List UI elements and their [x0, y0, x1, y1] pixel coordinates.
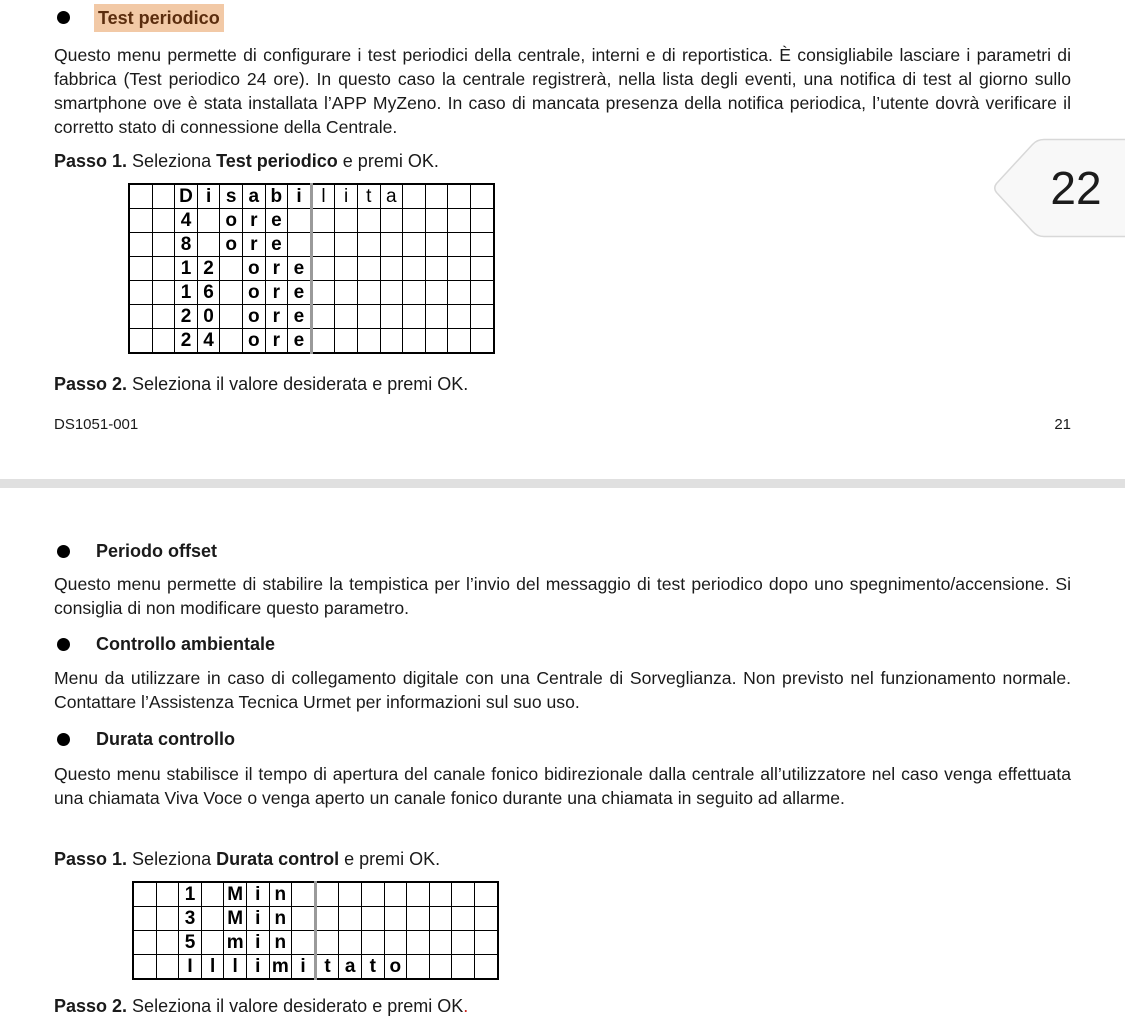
- step-1-line: [54, 150, 1071, 172]
- lcd-row: [133, 907, 498, 931]
- lcd-cell: [152, 305, 175, 329]
- lcd-cell: t: [315, 955, 339, 980]
- lcd-cell: [311, 281, 335, 305]
- lcd-cell: [152, 233, 175, 257]
- lcd-display-durata-controllo-options: [132, 881, 499, 980]
- step-text: e premi OK.: [337, 151, 439, 171]
- lcd-cell: r: [242, 209, 265, 233]
- lcd-cell: [429, 882, 452, 907]
- step-label: Passo 1.: [54, 151, 128, 171]
- lcd-cell: r: [265, 281, 288, 305]
- lcd-cell: r: [265, 257, 288, 281]
- page-separator: [0, 479, 1125, 488]
- lcd-row: [129, 209, 494, 233]
- section-periodo-offset-heading: [0, 540, 1071, 564]
- lcd-cell: i: [246, 882, 269, 907]
- lcd-cell: [425, 233, 448, 257]
- lcd-cell: [380, 209, 403, 233]
- lcd-cell: [452, 882, 475, 907]
- lcd-cell: [361, 931, 384, 955]
- lcd-cell: D: [175, 184, 198, 209]
- page-tab-22[interactable]: [992, 138, 1125, 238]
- lcd-cell: [129, 209, 152, 233]
- lcd-cell: [403, 305, 426, 329]
- red-period: .: [463, 996, 469, 1016]
- lcd-cell: [311, 233, 335, 257]
- lcd-cell: [311, 329, 335, 354]
- lcd-cell: [220, 305, 243, 329]
- lcd-cell: [384, 882, 407, 907]
- lcd-cell: i: [288, 184, 312, 209]
- lcd-cell: [197, 209, 220, 233]
- lcd-cell: s: [220, 184, 243, 209]
- lcd-cell: i: [335, 184, 358, 209]
- lcd-cell: [156, 882, 179, 907]
- step-2-line: [54, 995, 1071, 1017]
- lcd-cell: [156, 955, 179, 980]
- page-number: 21: [1054, 416, 1071, 433]
- lcd-cell: M: [224, 907, 247, 931]
- lcd-cell: [470, 305, 493, 329]
- lcd-cell: [357, 257, 380, 281]
- lcd-cell: [335, 305, 358, 329]
- lcd-cell: [403, 184, 426, 209]
- section-controllo-ambientale-heading: [0, 633, 1071, 657]
- menu-name: Durata control: [216, 849, 340, 869]
- step-text: Seleziona: [127, 151, 217, 171]
- lcd-cell: [361, 882, 384, 907]
- lcd-cell: [429, 955, 452, 980]
- periodo-offset-paragraph: Questo menu permette di stabilire la tempistica per l’invio del messaggio di test periodico dopo uno spegnimento/accensione. Si consiglia di non modificare questo parametro.: [54, 574, 1071, 618]
- lcd-cell: M: [224, 882, 247, 907]
- lcd-cell: 6: [197, 281, 220, 305]
- page-footer: [54, 415, 1071, 434]
- lcd-cell: [407, 931, 430, 955]
- controllo-ambientale-paragraph: Menu da utilizzare in caso di collegamento digitale con una Centrale di Sorveglianza. Non previsto nel funzionamento normale. Contattare l’Assistenza Tecnica Urmet per informazioni sul suo uso.: [54, 668, 1071, 712]
- lcd-cell: 1: [175, 257, 198, 281]
- lcd-cell: [384, 931, 407, 955]
- lcd-cell: 3: [179, 907, 202, 931]
- lcd-row: [129, 233, 494, 257]
- lcd-cell: [425, 184, 448, 209]
- lcd-cell: r: [265, 305, 288, 329]
- lcd-cell: n: [269, 931, 292, 955]
- lcd-cell: [311, 209, 335, 233]
- lcd-cell: [220, 281, 243, 305]
- lcd-cell: o: [384, 955, 407, 980]
- lcd-cell: [129, 257, 152, 281]
- lcd-cell: 5: [179, 931, 202, 955]
- lcd-cell: [220, 257, 243, 281]
- lcd-row: [133, 882, 498, 907]
- section-title: Periodo offset: [96, 541, 218, 561]
- lcd-cell: [470, 329, 493, 354]
- section-test-periodico-heading: [0, 6, 1071, 30]
- section-durata-controllo-heading: [0, 728, 1071, 752]
- lcd-cell: 2: [197, 257, 220, 281]
- lcd-cell: i: [246, 907, 269, 931]
- durata-controllo-paragraph: Questo menu stabilisce il tempo di apertura del canale fonico bidirezionale dalla centrale all’utilizzatore nel caso venga effettuata una chiamata Viva Voce o venga aperto un canale fonico durante una chiamata in seguito ad allarme.: [54, 764, 1071, 808]
- lcd-cell: [335, 281, 358, 305]
- lcd-cell: [197, 233, 220, 257]
- lcd-cell: o: [220, 209, 243, 233]
- page-tab-number: 22: [1050, 162, 1102, 214]
- lcd-cell: a: [339, 955, 362, 980]
- lcd-cell: [315, 882, 339, 907]
- lcd-cell: [425, 209, 448, 233]
- document-code: DS1051-001: [54, 416, 139, 433]
- lcd-cell: [425, 329, 448, 354]
- lcd-cell: 2: [175, 305, 198, 329]
- lcd-cell: [129, 184, 152, 209]
- lcd-cell: [380, 305, 403, 329]
- lcd-display-test-periodico-options: [128, 183, 495, 354]
- bullet-icon: [57, 11, 70, 24]
- lcd-cell: [339, 907, 362, 931]
- lcd-cell: 2: [175, 329, 198, 354]
- lcd-cell: e: [265, 233, 288, 257]
- lcd-cell: [292, 931, 316, 955]
- lcd-cell: [361, 907, 384, 931]
- lcd-cell: [133, 955, 156, 980]
- lcd-cell: [292, 882, 316, 907]
- lcd-cell: [425, 257, 448, 281]
- lcd-cell: [129, 329, 152, 354]
- lcd-cell: m: [224, 931, 247, 955]
- lcd-cell: [201, 882, 224, 907]
- lcd-cell: [288, 233, 312, 257]
- lcd-cell: [403, 209, 426, 233]
- lcd-cell: o: [242, 329, 265, 354]
- intro-paragraph: Questo menu permette di configurare i test periodici della centrale, interni e di reportistica. È consigliabile lasciare i parametri di fabbrica (Test periodico 24 ore). In questo caso la centrale registrerà, nella lista degli eventi, una notifica di test al giorno sullo smartphone ove è stata installata l’APP MyZeno. In caso di mancata presenza della notifica periodica, l’utente dovrà verificare il corretto stato di connessione della Centrale.: [54, 45, 1071, 137]
- lcd-cell: a: [380, 184, 403, 209]
- lcd-cell: [201, 931, 224, 955]
- lcd-cell: [425, 281, 448, 305]
- lcd-cell: l: [201, 955, 224, 980]
- lcd-row: [133, 931, 498, 955]
- lcd-cell: [448, 233, 471, 257]
- lcd-cell: [380, 233, 403, 257]
- lcd-cell: [470, 184, 493, 209]
- lcd-cell: [357, 233, 380, 257]
- bullet-icon: [57, 638, 70, 651]
- lcd-cell: [474, 907, 497, 931]
- lcd-cell: e: [288, 281, 312, 305]
- lcd-cell: t: [361, 955, 384, 980]
- lcd-cell: [448, 281, 471, 305]
- lcd-cell: o: [220, 233, 243, 257]
- lcd-cell: [470, 257, 493, 281]
- lcd-cell: [474, 882, 497, 907]
- lcd-cell: [315, 931, 339, 955]
- lcd-cell: [335, 257, 358, 281]
- lcd-cell: [407, 955, 430, 980]
- lcd-cell: m: [269, 955, 292, 980]
- lcd-cell: [380, 329, 403, 354]
- lcd-cell: t: [357, 184, 380, 209]
- lcd-cell: [403, 281, 426, 305]
- lcd-cell: [156, 931, 179, 955]
- lcd-cell: [129, 281, 152, 305]
- lcd-cell: [380, 257, 403, 281]
- lcd-cell: [357, 281, 380, 305]
- lcd-cell: i: [246, 931, 269, 955]
- lcd-cell: [474, 931, 497, 955]
- lcd-cell: e: [288, 257, 312, 281]
- lcd-cell: 1: [175, 281, 198, 305]
- lcd-cell: [380, 281, 403, 305]
- lcd-cell: [357, 329, 380, 354]
- lcd-cell: [357, 305, 380, 329]
- step-text: e premi OK.: [339, 849, 441, 869]
- lcd-cell: [474, 955, 497, 980]
- lcd-cell: [403, 329, 426, 354]
- lcd-cell: [133, 907, 156, 931]
- lcd-cell: [452, 955, 475, 980]
- lcd-cell: [339, 882, 362, 907]
- step-text: Seleziona il valore desiderato e premi OK: [127, 996, 464, 1016]
- lcd-cell: r: [265, 329, 288, 354]
- lcd-cell: 4: [197, 329, 220, 354]
- lcd-cell: [152, 281, 175, 305]
- bullet-icon: [57, 545, 70, 558]
- lcd-cell: o: [242, 305, 265, 329]
- menu-name: Test periodico: [216, 151, 338, 171]
- step-label: Passo 2.: [54, 996, 128, 1016]
- lcd-cell: [315, 907, 339, 931]
- lcd-cell: [152, 209, 175, 233]
- lcd-cell: [129, 305, 152, 329]
- lcd-cell: [425, 305, 448, 329]
- lcd-cell: n: [269, 907, 292, 931]
- lcd-cell: [335, 233, 358, 257]
- lcd-cell: 8: [175, 233, 198, 257]
- lcd-cell: r: [242, 233, 265, 257]
- lcd-cell: [448, 305, 471, 329]
- lcd-cell: 4: [175, 209, 198, 233]
- lcd-cell: [133, 931, 156, 955]
- lcd-cell: [429, 907, 452, 931]
- lcd-row: [129, 281, 494, 305]
- lcd-row: [133, 955, 498, 980]
- lcd-cell: [452, 931, 475, 955]
- lcd-cell: [403, 257, 426, 281]
- lcd-cell: a: [242, 184, 265, 209]
- lcd-cell: [339, 931, 362, 955]
- lcd-cell: [156, 907, 179, 931]
- lcd-cell: [220, 329, 243, 354]
- lcd-cell: e: [288, 305, 312, 329]
- bullet-icon: [57, 733, 70, 746]
- lcd-cell: [448, 184, 471, 209]
- lcd-cell: [288, 209, 312, 233]
- lcd-cell: [452, 907, 475, 931]
- lcd-cell: i: [292, 955, 316, 980]
- lcd-cell: i: [246, 955, 269, 980]
- lcd-cell: e: [288, 329, 312, 354]
- lcd-cell: [152, 257, 175, 281]
- lcd-cell: [407, 907, 430, 931]
- lcd-cell: e: [265, 209, 288, 233]
- lcd-row: [129, 329, 494, 354]
- lcd-cell: o: [242, 281, 265, 305]
- lcd-cell: n: [269, 882, 292, 907]
- step-2-line: [54, 373, 1071, 395]
- lcd-cell: [152, 184, 175, 209]
- lcd-row: [129, 184, 494, 209]
- section-title: Durata controllo: [96, 729, 236, 749]
- lcd-cell: [448, 257, 471, 281]
- lcd-cell: [292, 907, 316, 931]
- lcd-cell: [384, 907, 407, 931]
- lcd-cell: [311, 257, 335, 281]
- lcd-cell: [357, 209, 380, 233]
- step-label: Passo 1.: [54, 849, 128, 869]
- lcd-cell: 0: [197, 305, 220, 329]
- step-text: Seleziona: [127, 849, 217, 869]
- lcd-cell: [448, 329, 471, 354]
- lcd-cell: [152, 329, 175, 354]
- section-title-highlighted: Test periodico: [94, 4, 224, 32]
- lcd-cell: I: [179, 955, 202, 980]
- lcd-cell: [407, 882, 430, 907]
- lcd-cell: [470, 209, 493, 233]
- lcd-cell: [201, 907, 224, 931]
- lcd-cell: [470, 281, 493, 305]
- lcd-cell: [429, 931, 452, 955]
- step-1-line: [54, 848, 1071, 870]
- lcd-cell: [403, 233, 426, 257]
- lcd-cell: [133, 882, 156, 907]
- lcd-cell: [470, 233, 493, 257]
- lcd-cell: [448, 209, 471, 233]
- lcd-cell: [335, 329, 358, 354]
- lcd-cell: 1: [179, 882, 202, 907]
- step-text: Seleziona il valore desiderata e premi OK.: [127, 374, 469, 394]
- lcd-cell: [335, 209, 358, 233]
- lcd-cell: i: [197, 184, 220, 209]
- lcd-cell: b: [265, 184, 288, 209]
- section-title: Controllo ambientale: [96, 634, 276, 654]
- lcd-cell: l: [224, 955, 247, 980]
- lcd-row: [129, 257, 494, 281]
- lcd-cell: [311, 305, 335, 329]
- lcd-cell: l: [311, 184, 335, 209]
- lcd-cell: [129, 233, 152, 257]
- step-label: Passo 2.: [54, 374, 128, 394]
- lcd-row: [129, 305, 494, 329]
- lcd-cell: o: [242, 257, 265, 281]
